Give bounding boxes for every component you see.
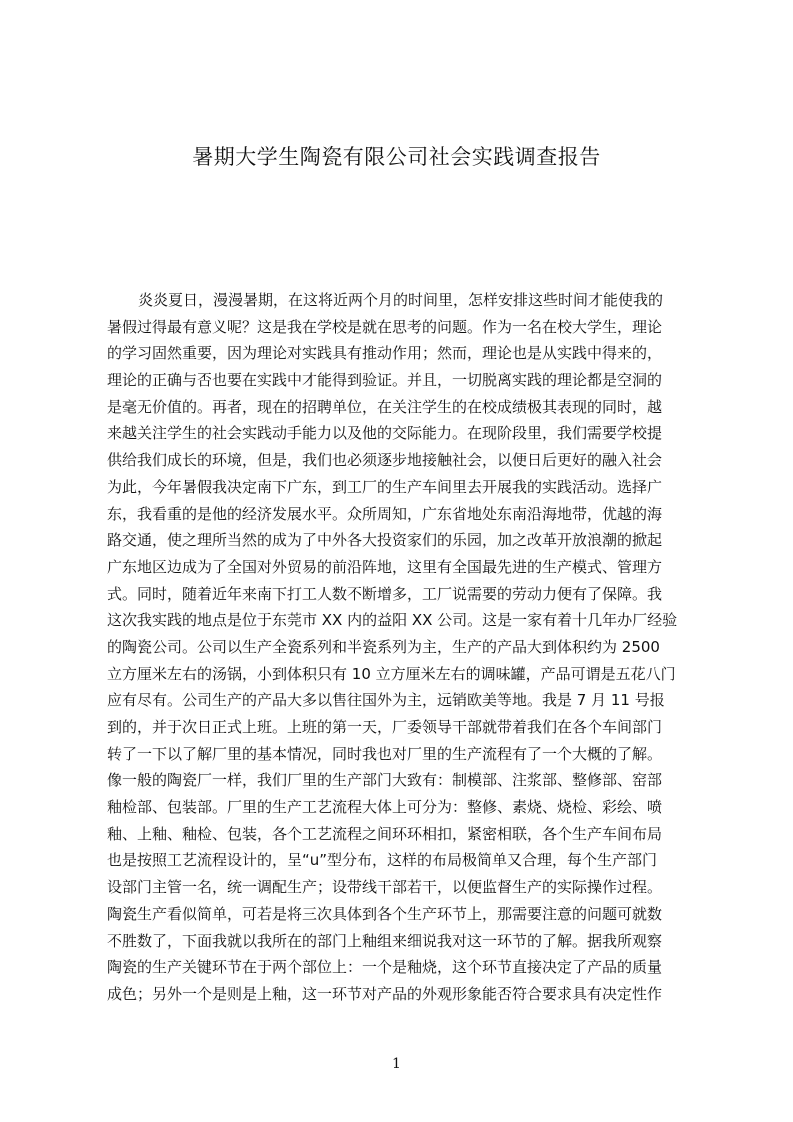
text-line: 陶瓷的生产关键环节在于两个部位上：一个是釉烧，这个环节直接决定了产品的质量 xyxy=(107,958,663,977)
body-paragraph xyxy=(107,287,700,1008)
page-title: 暑期大学生陶瓷有限公司社会实践调查报告 xyxy=(192,145,601,169)
text-line: 东，我看重的是他的经济发展水平。众所周知，广东省地处东南沿海地带，优越的海 xyxy=(107,504,663,523)
text-line: 也是按照工艺流程设计的，呈“u”型分布，这样的布局极简单又合理，每个生产部门 xyxy=(107,851,658,870)
text-line: 广东地区边成为了全国对外贸易的前沿阵地，这里有全国最先进的生产模式、管理方 xyxy=(107,557,663,576)
text-line: 釉检部、包装部。厂里的生产工艺流程大体上可分为：整修、素烧、烧检、彩绘、喷 xyxy=(107,798,663,817)
text-line: 成色；另外一个是则是上釉，这一环节对产品的外观形象能否符合要求具有决定性作 xyxy=(107,984,663,1003)
text-line: 这次我实践的地点是位于东莞市 XX 内的益阳 XX 公司。这是一家有着十几年办厂经验 xyxy=(107,611,678,630)
text-line: 应有尽有。公司生产的产品大多以售往国外为主，远销欧美等地。我是 7 月 11 号报 xyxy=(107,691,665,710)
text-line: 炎炎夏日，漫漫暑期，在这将近两个月的时间里，怎样安排这些时间才能使我的 xyxy=(138,291,664,309)
text-line: 供给我们成长的环境，但是，我们也必须逐步地接触社会，以便日后更好的融入社会 xyxy=(107,451,663,470)
text-line: 为此，今年暑假我决定南下广东，到工厂的生产车间里去开展我的实践活动。选择广 xyxy=(107,477,663,496)
text-line: 的陶瓷公司。公司以生产全瓷系列和半瓷系列为主，生产的产品大到体积约为 2500 xyxy=(107,637,660,656)
text-line: 到的，并于次日正式上班。上班的第一天，厂委领导干部就带着我们在各个车间部门 xyxy=(107,718,663,736)
text-line: 釉、上釉、釉检、包装，各个工艺流程之间环环相扣，紧密相联，各个生产车间布局 xyxy=(107,824,663,843)
text-line: 立方厘米左右的汤锅，小到体积只有 10 立方厘米左右的调味罐，产品可谓是五花八门 xyxy=(107,664,676,683)
text-line: 不胜数了，下面我就以我所在的部门上釉组来细说我对这一环节的了解。据我所观察 xyxy=(107,931,663,950)
text-line: 来越关注学生的社会实践动手能力以及他的交际能力。在现阶段里，我们需要学校提 xyxy=(107,424,663,443)
text-line: 是毫无价值的。再者，现在的招聘单位，在关注学生的在校成绩极其表现的同时，越 xyxy=(107,397,663,416)
text-line: 的学习固然重要，因为理论对实践具有推动作用；然而，理论也是从实践中得来的， xyxy=(107,344,663,363)
text-line: 暑假过得最有意义呢？这是我在学校是就在思考的问题。作为一名在校大学生，理论 xyxy=(107,317,663,336)
text-line: 陶瓷生产看似简单，可若是将三次具体到各个生产环节上，那需要注意的问题可就数 xyxy=(107,904,663,923)
text-line: 转了一下以了解厂里的基本情况，同时我也对厂里的生产流程有了一个大概的了解。 xyxy=(107,744,663,763)
text-line: 设部门主管一名，统一调配生产；设带线干部若干，以便监督生产的实际操作过程。 xyxy=(107,878,663,897)
text-line: 像一般的陶瓷厂一样，我们厂里的生产部门大致有：制模部、注浆部、整修部、窑部 xyxy=(107,771,663,790)
text-line: 路交通，使之理所当然的成为了中外各大投资家们的乐园，加之改革开放浪潮的掀起 xyxy=(107,531,663,550)
page-number: 1 xyxy=(392,1056,401,1072)
text-line: 理论的正确与否也要在实践中才能得到验证。并且，一切脱离实践的理论都是空洞的 xyxy=(107,371,663,390)
text-line: 式。同时，随着近年来南下打工人数不断增多，工厂说需要的劳动力便有了保障。我 xyxy=(107,584,663,603)
